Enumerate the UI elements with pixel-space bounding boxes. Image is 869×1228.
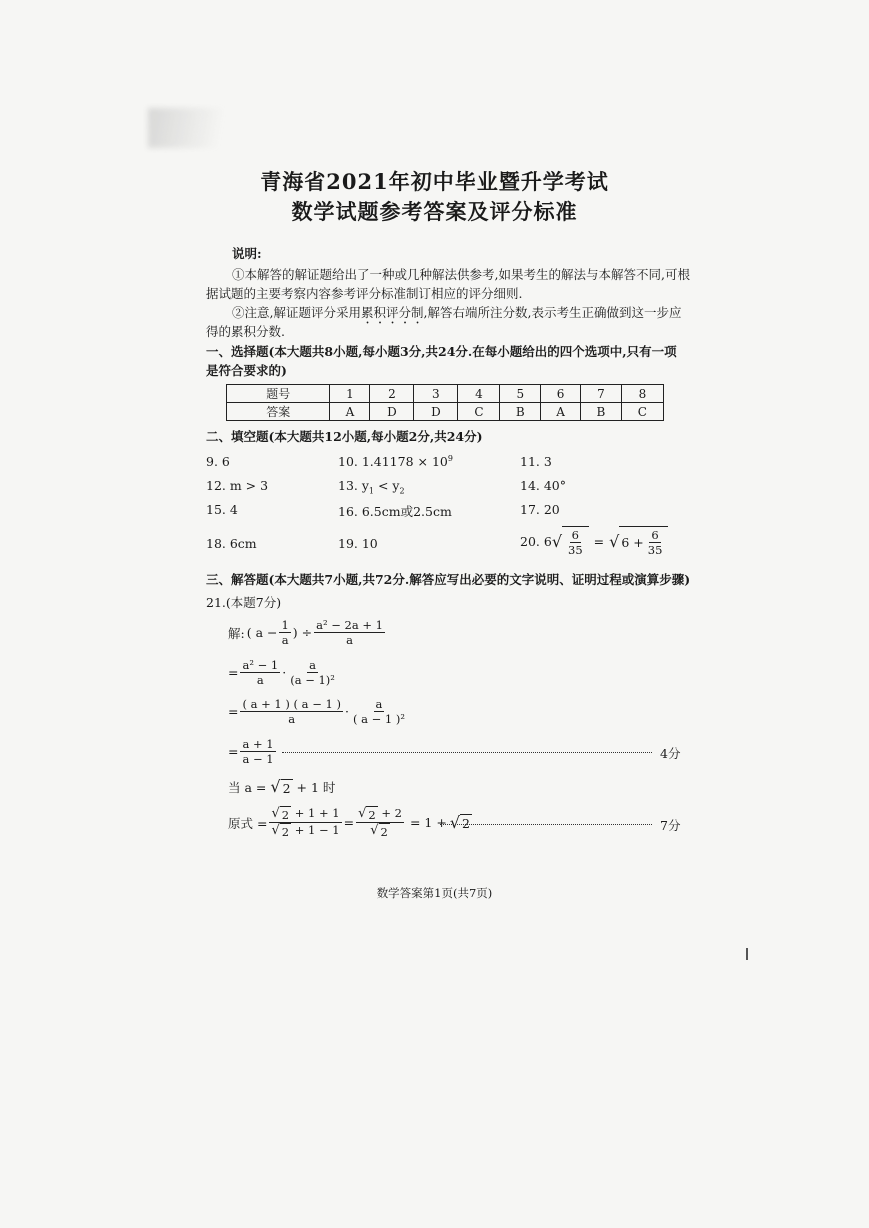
answer-cell: B — [500, 403, 541, 421]
orig-frac-2 — [356, 806, 404, 839]
fill-answer-17: 17. 20 — [520, 502, 560, 517]
step4-frac — [240, 737, 275, 766]
fill-answer-13 — [338, 478, 405, 496]
note-1-line-2: 据试题的主要考察内容参考评分标准制订相应的评分细则. — [206, 286, 523, 301]
q13-sub-1: 1 — [368, 486, 375, 496]
q21-header: 21.(本题7分) — [206, 595, 282, 610]
when-sqrt: √ 2 — [270, 777, 291, 796]
fill-answer-18: 18. 6cm — [206, 536, 257, 551]
frac-num: a — [375, 697, 383, 711]
q10-exponent: 9 — [447, 454, 453, 463]
note-1-line-1: ①本解答的解证题给出了一种或几种解法供参考,如果考生的解法与本解答不同,可根 — [232, 267, 690, 282]
score-leader-dots — [440, 824, 652, 825]
step1-close: ) ÷ — [292, 625, 313, 640]
answer-cell: A — [330, 403, 370, 421]
section1-heading-line-1: 一、选择题(本大题共8小题,每小题3分,共24分.在每小题给出的四个选项中,只有一项 — [206, 344, 677, 359]
q21-step-4 — [228, 737, 278, 766]
step3-frac-2 — [351, 697, 407, 726]
frac-den: a − 1 — [242, 752, 274, 766]
num-rest: + 1 + 1 — [294, 806, 340, 820]
note-2-line-2: 得的累积分数. — [206, 324, 285, 339]
table-row-answers — [227, 403, 664, 421]
frac-den: (a − 1)² — [290, 673, 335, 687]
frac-den: ( a − 1 )² — [352, 712, 405, 726]
q10-base: 10. 1.41178 × 10 — [338, 454, 448, 470]
frac-den: √ 2 — [370, 823, 388, 839]
score-4: 4分 — [660, 746, 681, 761]
q20-equals: = — [593, 534, 605, 549]
fill-answer-15: 15. 4 — [206, 502, 238, 517]
section2-heading: 二、填空题(本大题共12小题,每小题2分,共24分) — [206, 429, 483, 444]
step1-label: 解: — [228, 625, 245, 641]
orig-frac-1 — [269, 806, 341, 839]
row-label-answer: 答案 — [227, 403, 330, 421]
q20-inner: 6 + — [621, 535, 644, 550]
q20-sqrt-left: √ $\frac{6}{35}$ — [552, 526, 589, 557]
step1-frac-2 — [314, 618, 385, 647]
frac-num: a + 1 — [242, 737, 274, 751]
question-number: 7 — [581, 385, 622, 403]
frac-num: a² − 2a + 1 — [316, 618, 383, 632]
question-number: 8 — [621, 385, 663, 403]
fill-answer-11: 11. 3 — [520, 454, 552, 469]
scan-smudge — [148, 108, 238, 148]
radicand: 2 — [281, 808, 290, 822]
note-2-line-1 — [232, 304, 681, 327]
q20-coefficient: 20. 6 — [520, 534, 552, 549]
q21-original — [228, 806, 472, 839]
frac-num: √ 2 + 2 — [358, 806, 402, 822]
q20-sqrt-right: √ 6 + $\frac{6}{35}$ — [609, 526, 668, 557]
step1-frac-1 — [279, 618, 290, 647]
frac-den: a — [256, 673, 264, 687]
q21-step-2 — [228, 658, 339, 687]
notes-heading: 说明: — [232, 246, 262, 261]
frac-den: a — [288, 712, 296, 726]
frac-num: ( a + 1 ) ( a − 1 ) — [242, 697, 341, 711]
score-7: 7分 — [660, 818, 681, 833]
step2-frac-2 — [288, 658, 337, 687]
question-number: 1 — [330, 385, 370, 403]
q20-inner-frac-den: 35 — [647, 543, 663, 557]
radicand: 2 — [380, 825, 388, 839]
q21-step-3 — [228, 697, 409, 726]
note-2-prefix: ②注意,解证题评分采用 — [232, 305, 361, 320]
q13-sub-2: 2 — [399, 486, 405, 496]
q20-frac-den: 35 — [568, 543, 583, 557]
when-suffix: + 1 时 — [296, 780, 336, 795]
question-number: 2 — [370, 385, 414, 403]
q20-inner-frac-num: 6 — [651, 528, 659, 542]
radicand: 2 — [281, 825, 290, 839]
frac-den: √ 2 + 1 − 1 — [271, 823, 340, 839]
q13-y1: 13. y — [338, 478, 369, 493]
choice-answer-table — [226, 384, 664, 421]
result-prefix: = 1 + — [409, 815, 447, 830]
dot-operator: · — [344, 704, 349, 719]
fill-answer-16: 16. 6.5cm或2.5cm — [338, 504, 452, 519]
num-rest: + 2 — [381, 806, 402, 820]
fill-answer-19: 19. 10 — [338, 536, 378, 551]
answer-cell: C — [458, 403, 500, 421]
equals: = — [228, 665, 239, 680]
step1-open: ( a − — [246, 625, 278, 640]
answer-cell: D — [370, 403, 414, 421]
frac-num: a² − 1 — [242, 658, 279, 672]
question-number: 6 — [541, 385, 581, 403]
q20-frac-num: 6 — [571, 528, 579, 542]
step2-frac-1 — [240, 658, 280, 687]
answer-cell: C — [621, 403, 663, 421]
result-radicand: 2 — [462, 816, 470, 831]
scan-edge-mark — [746, 948, 748, 960]
fill-answer-10 — [338, 454, 453, 469]
question-number: 5 — [500, 385, 541, 403]
answer-cell: A — [541, 403, 581, 421]
result-sqrt: √ 2 — [449, 812, 470, 832]
equals: = — [228, 744, 239, 759]
q21-step-1 — [228, 618, 387, 647]
frac-num: a — [309, 658, 316, 672]
dot-operator: · — [282, 665, 287, 680]
frac-den: a — [281, 633, 289, 647]
note-2-emphasis: 累积评分制 — [360, 305, 424, 320]
page-footer: 数学答案第1页(共7页) — [376, 886, 493, 900]
equals: = — [228, 704, 239, 719]
note-2-suffix: ,解答右端所注分数,表示考生正确做到这一步应 — [423, 305, 682, 320]
answer-cell: D — [414, 403, 458, 421]
when-radicand: 2 — [282, 780, 291, 796]
answer-cell: B — [581, 403, 622, 421]
title-line-1: 青海省2021年初中毕业暨升学考试 — [260, 169, 609, 194]
radicand: 2 — [368, 808, 376, 822]
equals: = — [343, 815, 355, 830]
title-line-2: 数学试题参考答案及评分标准 — [291, 199, 578, 224]
table-row-numbers — [227, 385, 664, 403]
section3-heading: 三、解答题(本大题共7小题,共72分.解答应写出必要的文字说明、证明过程或演算步骤) — [206, 572, 691, 587]
den-rest: + 1 − 1 — [294, 823, 340, 837]
q13-y2: < y — [374, 478, 400, 493]
frac-num: √ 2 + 1 + 1 — [271, 806, 340, 822]
fill-answer-14: 14. 40° — [520, 478, 567, 493]
original-label: 原式 = — [228, 815, 268, 831]
when-prefix: 当 a = — [228, 780, 267, 795]
frac-den: a — [346, 633, 353, 647]
question-number: 4 — [458, 385, 500, 403]
question-number: 3 — [414, 385, 458, 403]
section1-heading-line-2: 是符合要求的) — [206, 363, 287, 378]
row-label-number: 题号 — [227, 385, 330, 403]
fill-answer-20 — [520, 526, 668, 557]
fill-answer-12: 12. m > 3 — [206, 478, 269, 493]
frac-num: 1 — [281, 618, 289, 632]
step3-frac-1 — [240, 697, 342, 726]
q21-when — [228, 778, 335, 796]
fill-answer-9: 9. 6 — [206, 454, 230, 469]
score-leader-dots — [282, 752, 652, 753]
